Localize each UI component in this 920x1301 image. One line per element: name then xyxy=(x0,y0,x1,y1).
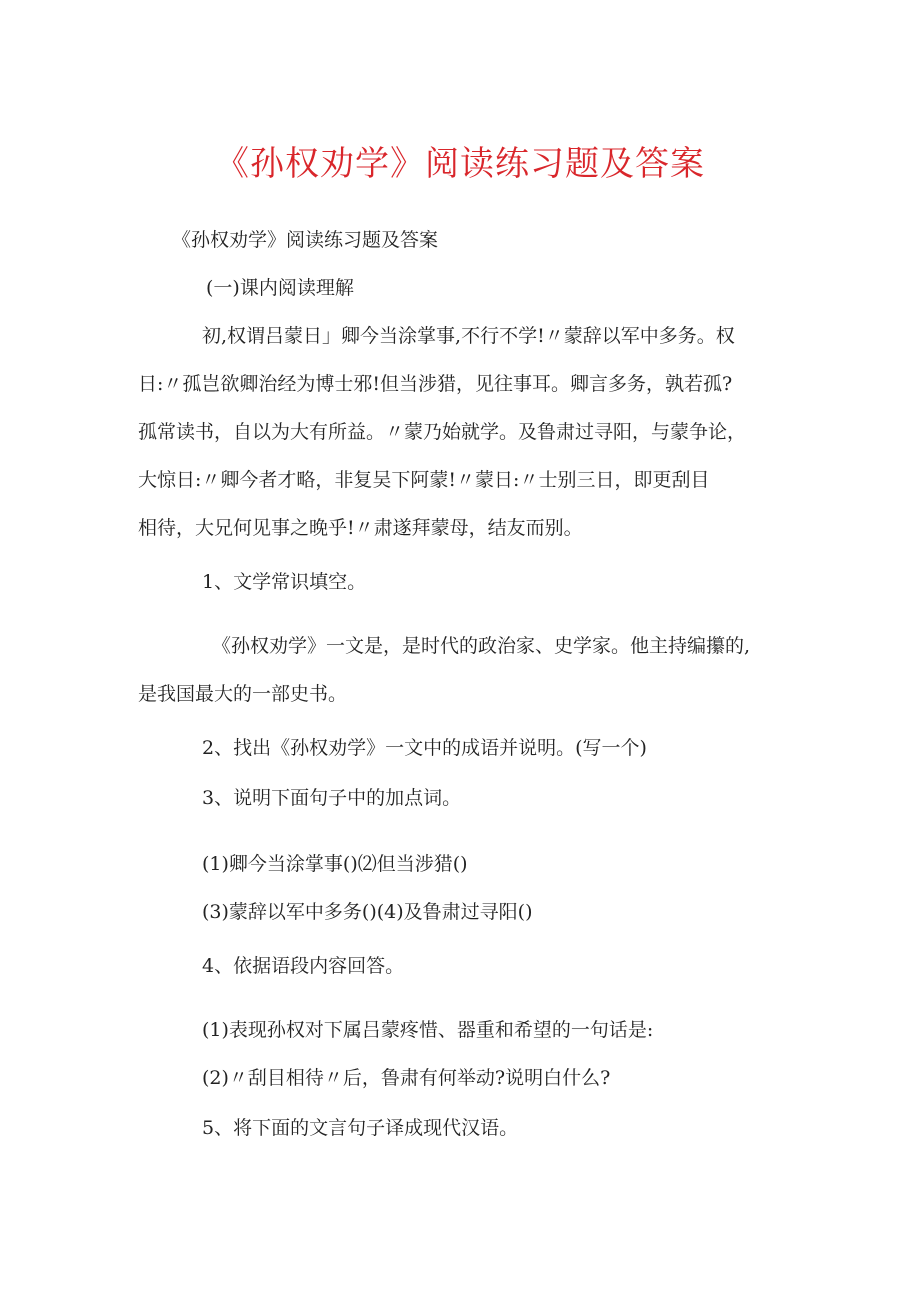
fill-line: 《孙权劝学》一文是，是时代的政治家、史学家。他主持编攥的, xyxy=(212,635,751,657)
passage-line: 孤常读书，自以为大有所益。〃蒙乃始就学。及鲁肃过寻阳，与蒙争论， xyxy=(138,421,747,443)
question-1: 1、文学常识填空。 xyxy=(202,571,367,593)
passage-line: 日:〃孤岂欲卿治经为博士邪!但当涉猎，见往事耳。卿言多务，孰若孤? xyxy=(138,373,733,395)
question-4-sub-1: (1)表现孙权对下属吕蒙疼惜、器重和希望的一句话是: xyxy=(202,1019,654,1041)
question-1-fill-text xyxy=(138,632,798,728)
document-subtitle: 《孙权劝学》阅读练习题及答案 xyxy=(172,229,439,251)
question-3-sub-2: (3)蒙辞以军中多务()(4)及鲁肃过寻阳() xyxy=(202,901,533,923)
passage-line: 大惊日:〃卿今者才略，非复吴下阿蒙!〃蒙日:〃士别三日，即更刮目 xyxy=(138,469,710,491)
question-3-sub-1: (1)卿今当涂掌事()⑵但当涉猎() xyxy=(202,853,468,875)
passage-line: 初,权谓吕蒙日」卿今当涂掌事,不行不学!〃蒙辞以军中多务。权 xyxy=(202,325,735,347)
question-5: 5、将下面的文言句子译成现代汉语。 xyxy=(202,1117,519,1139)
question-3: 3、说明下面句子中的加点词。 xyxy=(202,787,462,809)
fill-line: 是我国最大的一部史书。 xyxy=(138,683,348,705)
question-4: 4、依据语段内容回答。 xyxy=(202,955,405,977)
passage-paragraph xyxy=(138,322,778,562)
question-2: 2、找出《孙权劝学》一文中的成语并说明。(写一个) xyxy=(202,737,647,759)
document-title: 《孙权劝学》阅读练习题及答案 xyxy=(215,144,705,184)
passage-line: 相待，大兄何见事之晚乎!〃肃遂拜蒙母，结友而别。 xyxy=(138,517,583,539)
section-heading: (一)课内阅读理解 xyxy=(206,277,354,299)
question-4-sub-2: (2)〃刮目相待〃后，鲁肃有何举动?说明白什么? xyxy=(202,1067,611,1089)
